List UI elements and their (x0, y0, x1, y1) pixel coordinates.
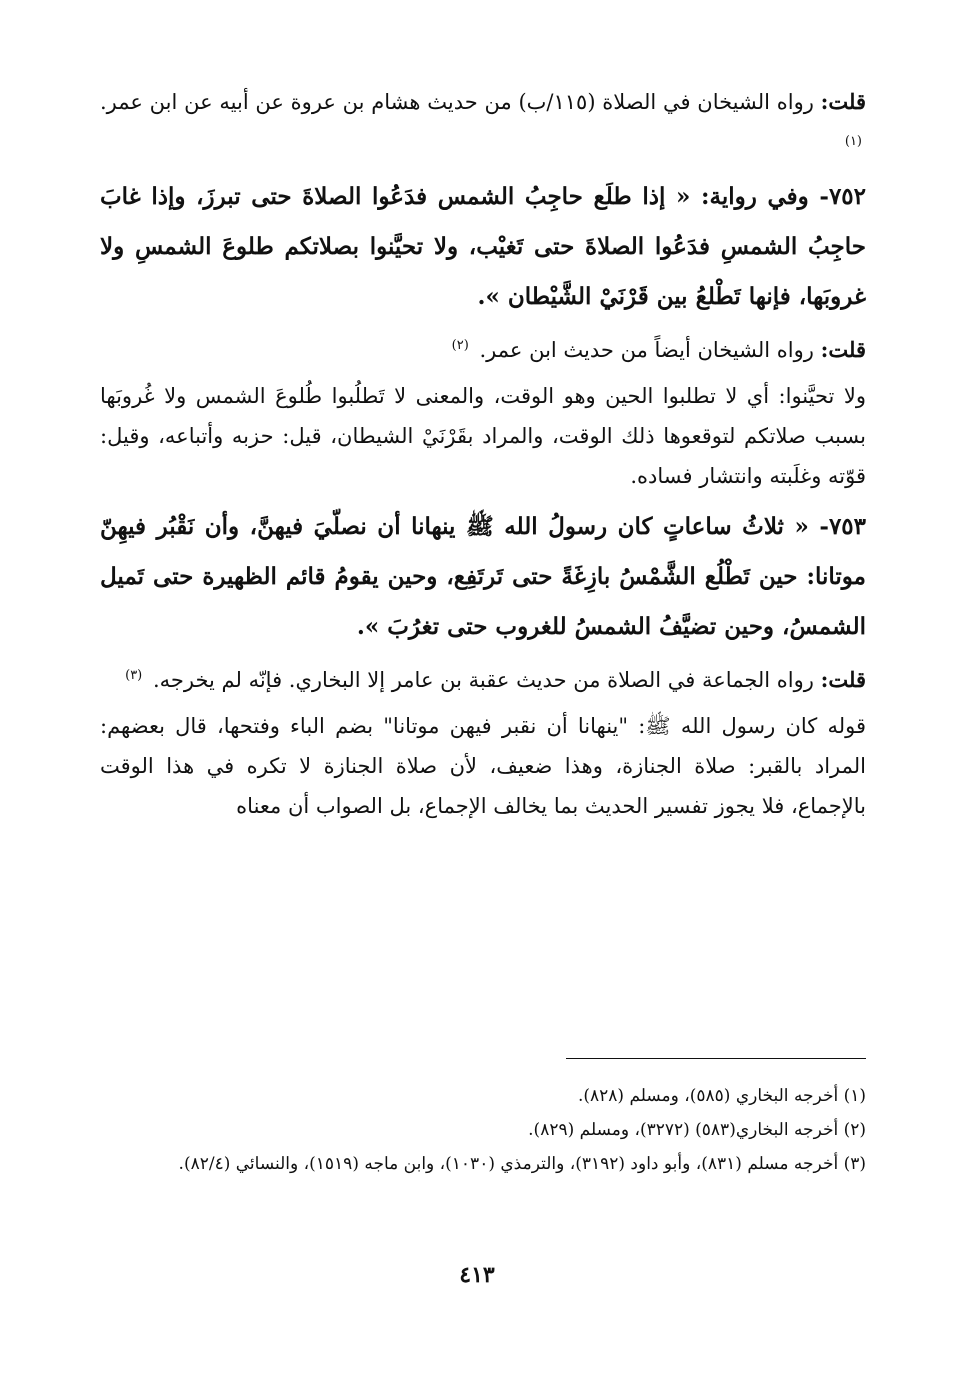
paragraph-explanation-1 (100, 376, 866, 496)
hadith-752 (100, 172, 866, 322)
footnote-1: (١) أخرجه البخاري (٥٨٥)، ومسلم (٨٢٨). (577, 1086, 866, 1106)
footnotes (95, 1080, 866, 1182)
footnote-ref-3: (٣) (125, 668, 143, 683)
paragraph-text: قوله كان رسول الله ﷺ: "ينهانا أن نقبر فيهن موتانا" بضم الباء وفتحها، قال بعضهم: المراد بالقبر: صلاة الجنازة، وهذا ضعيف، لأن صلاة الجنازة لا تكره في هذا الوقت بالإجماع، فلا يجوز تفسير الحديث بما يخالف الإجماع، بل الصواب أن معناه (100, 714, 866, 818)
main-text (100, 82, 866, 832)
paragraph-commentary-1 (100, 82, 866, 166)
footnote-2: (٢) أخرجه البخاري(٥٨٣) (٣٢٧٢)، ومسلم (٨٢٩). (528, 1120, 866, 1140)
paragraph-text: ولا تحيَّنوا: أي لا تطلبوا الحين وهو الوقت، والمعنى لا تَطلُبوا طُلوعَ الشمس ولا غُروبَها بسبب صلاتكم لتوقعوها ذلك الوقت، والمراد بقَرْنَيْ الشيطان، قيل: حزبه وأتباعه، وقيل: قوّته وغلَبته وانتشار فساده. (100, 384, 866, 488)
paragraph-text: رواه الشيخان أيضاً من حديث ابن عمر. (479, 338, 814, 362)
hadith-753 (100, 502, 866, 652)
paragraph-commentary-2 (100, 326, 866, 370)
paragraph-commentary-3 (100, 656, 866, 700)
qultu-label: قلت: (820, 667, 866, 692)
footnote-ref-1: (١) (844, 134, 862, 149)
hadith-text: ٧٥٢- وفي رواية: « إذا طلَع حاجِبُ الشمس فدَعُوا الصلاةَ حتى تبرزَ، وإذا غابَ حاجِبُ الشمسِ فدَعُوا الصلاةَ حتى تَغيْب، ولا تحيَّنوا بصلاتكم طلوعَ الشمسِ ولا غروبَها، فإنها تَطْلعُ بين قَرْنَيْ الشَّيْطان ». (100, 183, 866, 310)
footnote-separator (566, 1058, 866, 1059)
hadith-text: ٧٥٣- « ثلاثُ ساعاتٍ كان رسولُ الله ﷺ ينهانا أن نصلّيَ فيهنَّ، وأن نَقْبُر فيهِنّ موتانا: حين تَطْلُع الشَّمْسُ بازِغَةً حتى تَرتَفِع، وحين يقومُ قائم الظهيرة حتى تَميل الشمسُ، وحين تضيَّفُ الشمسُ للغروب حتى تغرُبَ ». (100, 513, 866, 640)
footnote-3: (٣) أخرجه مسلم (٨٣١)، وأبو داود (٣١٩٢)، والترمذي (١٠٣٠)، وابن ماجه (١٥١٩)، والنسائي (٨٢/٤). (178, 1154, 866, 1174)
qultu-label: قلت: (820, 337, 866, 362)
footnote-ref-2: (٢) (451, 338, 469, 353)
qultu-label: قلت: (820, 89, 866, 114)
paragraph-text: رواه الشيخان في الصلاة (١١٥/ب) من حديث هشام بن عروة عن أبيه عن ابن عمر. (100, 90, 814, 114)
paragraph-explanation-2 (100, 706, 866, 826)
page-number: ٤١٣ (459, 1262, 495, 1288)
paragraph-text: رواه الجماعة في الصلاة من حديث عقبة بن عامر إلا البخاري. فإنّه لم يخرجه. (152, 668, 814, 692)
